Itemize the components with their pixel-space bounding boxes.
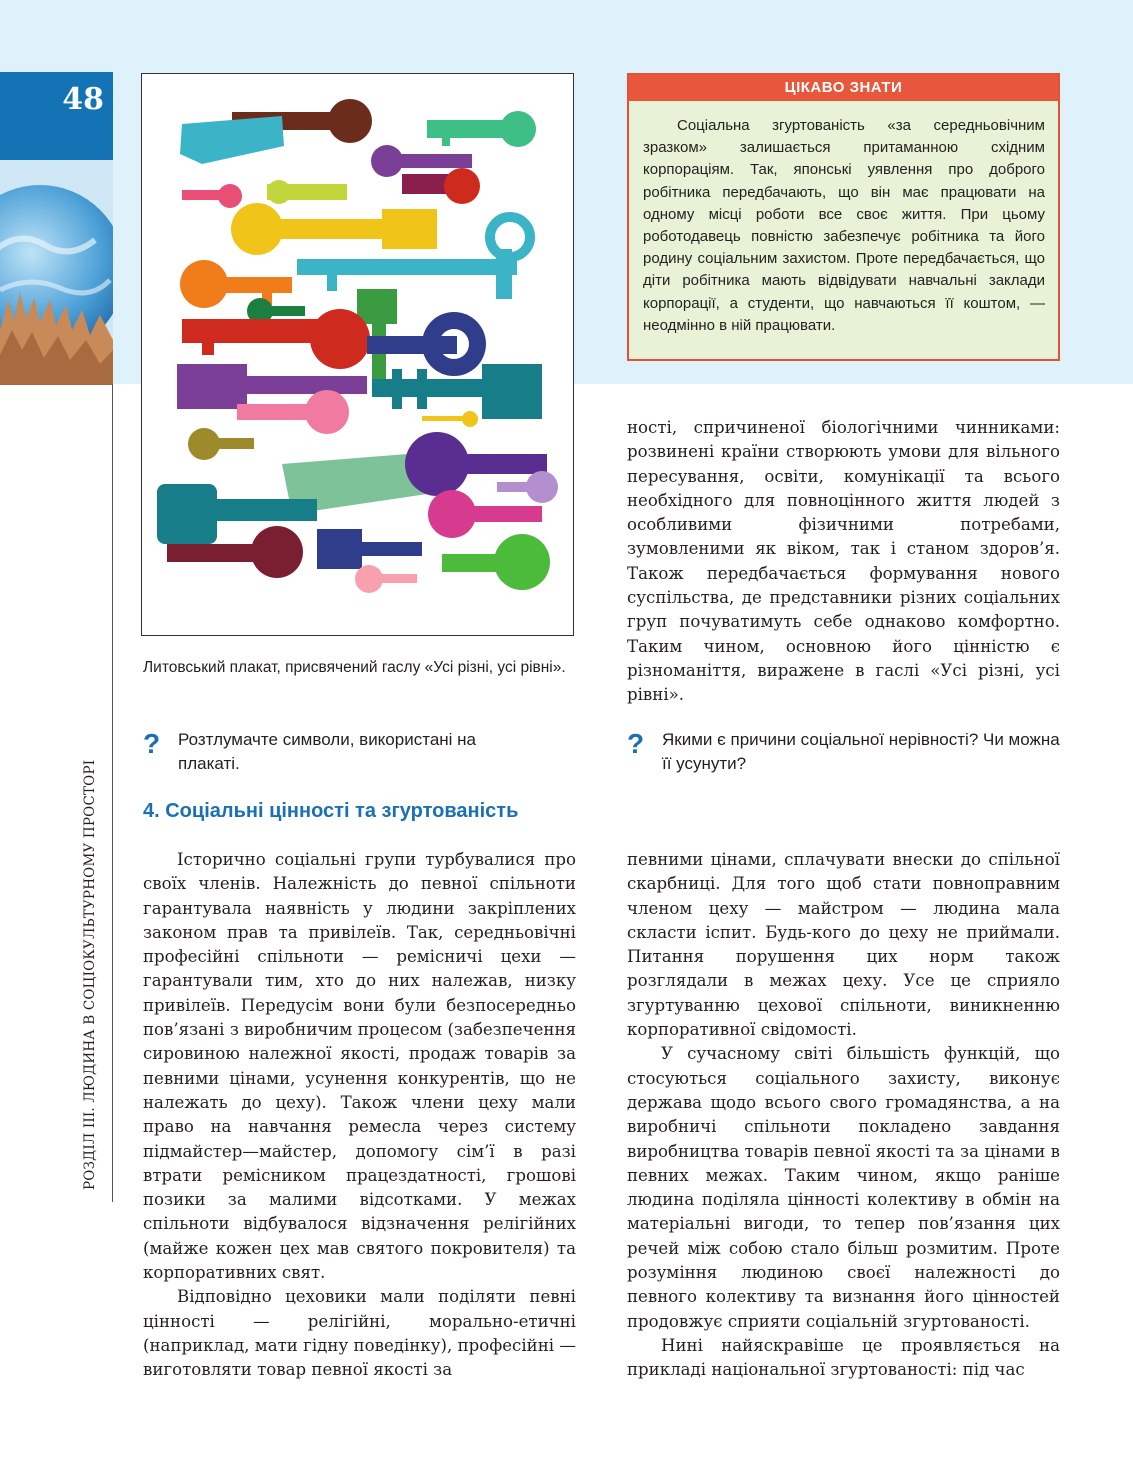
- section-side-label: РОЗДІЛ III. ЛЮДИНА В СОЦІОКУЛЬТУРНОМУ ПРОСТОРІ: [82, 759, 98, 1190]
- info-box-text: Соціальна згуртованість «за середньовічним зразком» залишається притаманною східним корпораціям. Так, японські уявлення про доброго робітника передбачають, що він має працювати на одному місці роботи все своє життя. При цьому роботодавець повністю забезпечує робітника та його родину соціальним захистом. Проте передбачається, що діти робітника мають відвідувати навчальні заклади корпорації, а студенти, що навчаються її коштом, — неодмінно в ній працювати.: [643, 117, 1045, 334]
- poster-caption: Литовський плакат, присвячений гаслу «Усі різні, усі рівні».: [143, 659, 566, 676]
- right-top-paragraph: [627, 416, 1060, 708]
- question-2: Якими є причини соціальної нерівності? Чи можна її усунути?: [662, 730, 1060, 773]
- paragraph: певними цінами, сплачувати внески до спільної скарбниці. Для того щоб стати повноправним членом цеху — майстром — людина мала скласти іспит. Будь-кого до цеху не приймали. Питання порушення цих норм також розглядали в межах цеху. Усе це сприяло згуртуванню цехової спільноти, виникненню корпоративної свідомості.: [627, 850, 1060, 1040]
- globe-hands-image: [0, 160, 113, 385]
- right-column-text: [627, 848, 1060, 1383]
- question-mark-icon: ?: [143, 728, 161, 759]
- side-divider-line: [112, 384, 113, 1202]
- info-box-title: ЦІКАВО ЗНАТИ: [629, 75, 1058, 101]
- section-heading: 4. Соціальні цінності та згуртованість: [143, 800, 519, 822]
- paragraph: Нині найяскравіше це проявляється на прикладі національної згуртованості: під час: [627, 1335, 1060, 1380]
- question-mark-icon: ?: [627, 728, 645, 759]
- info-box-body: [629, 101, 1058, 337]
- paragraph: У сучасному світі більшість функцій, що стосуються соціального захисту, виконує держава щодо всього свого громадянства, а на виробничі спільноти покладено завдання виробництва товарів певної якості та за цінами в певних межах. Таким чином, якщо раніше людина поділяла цінності колективу в обмін на матеріальні вигоди, то тепер пов’язання цих речей між собою стало більш розмитим. Проте розуміння людиною своєї належності до певного колективу та визнання його цінностей продовжує сприяти соціальній згуртованості.: [627, 1044, 1060, 1331]
- keys-poster-image: [141, 73, 574, 636]
- info-box: [627, 73, 1060, 361]
- question-1: Розтлумачте символи, використані на плакаті.: [178, 730, 476, 773]
- paragraph: Відповідно цеховики мали поділяти певні цінності — релігійні, морально-етичні (наприклад, мати гідну поведінку), професійні — виготовляти товар певної якості за: [143, 1287, 576, 1380]
- paragraph: ності, спричиненої біологічними чинниками: розвинені країни створюють умови для вільного пересування, освіти, комунікації та всього необхідного для повноцінного життя людей з особливими фізичними потребами, зумовленими як віком, так і станом здоров’я. Також передбачається формування нового суспільства, де представники різних соціальних груп почуватимуть себе однаково комфортно. Таким чином, основною його цінністю є різноманіття, виражене в гаслі «Усі різні, усі рівні».: [627, 418, 1060, 705]
- page-number: 48: [62, 82, 104, 117]
- paragraph: Історично соціальні групи турбувалися про своїх членів. Належність до певної спільноти гарантувала наявність у людини закріплених законом прав та привілеїв. Так, середньовічні професійні спільноти — ремісничі цехи — гарантували тим, хто до них належав, низку привілеїв. Передусім вони були безпосередньо пов’язані з виробничим процесом (забезпечення сировиною належної якості, продаж товарів за певними цінами, усунення конкурентів, що не належать до цеху). Також члени цеху мали право на навчання ремесла через систему підмайстер—майстер, допомогу сім’ї в разі втрати ремісником працездатності, грошові позики за малими відсотками. У межах спільноти відбувалося відзначення релігійних (майже кожен цех мав святого покровителя) та корпоративних свят.: [143, 850, 576, 1283]
- left-column-text: [143, 848, 576, 1383]
